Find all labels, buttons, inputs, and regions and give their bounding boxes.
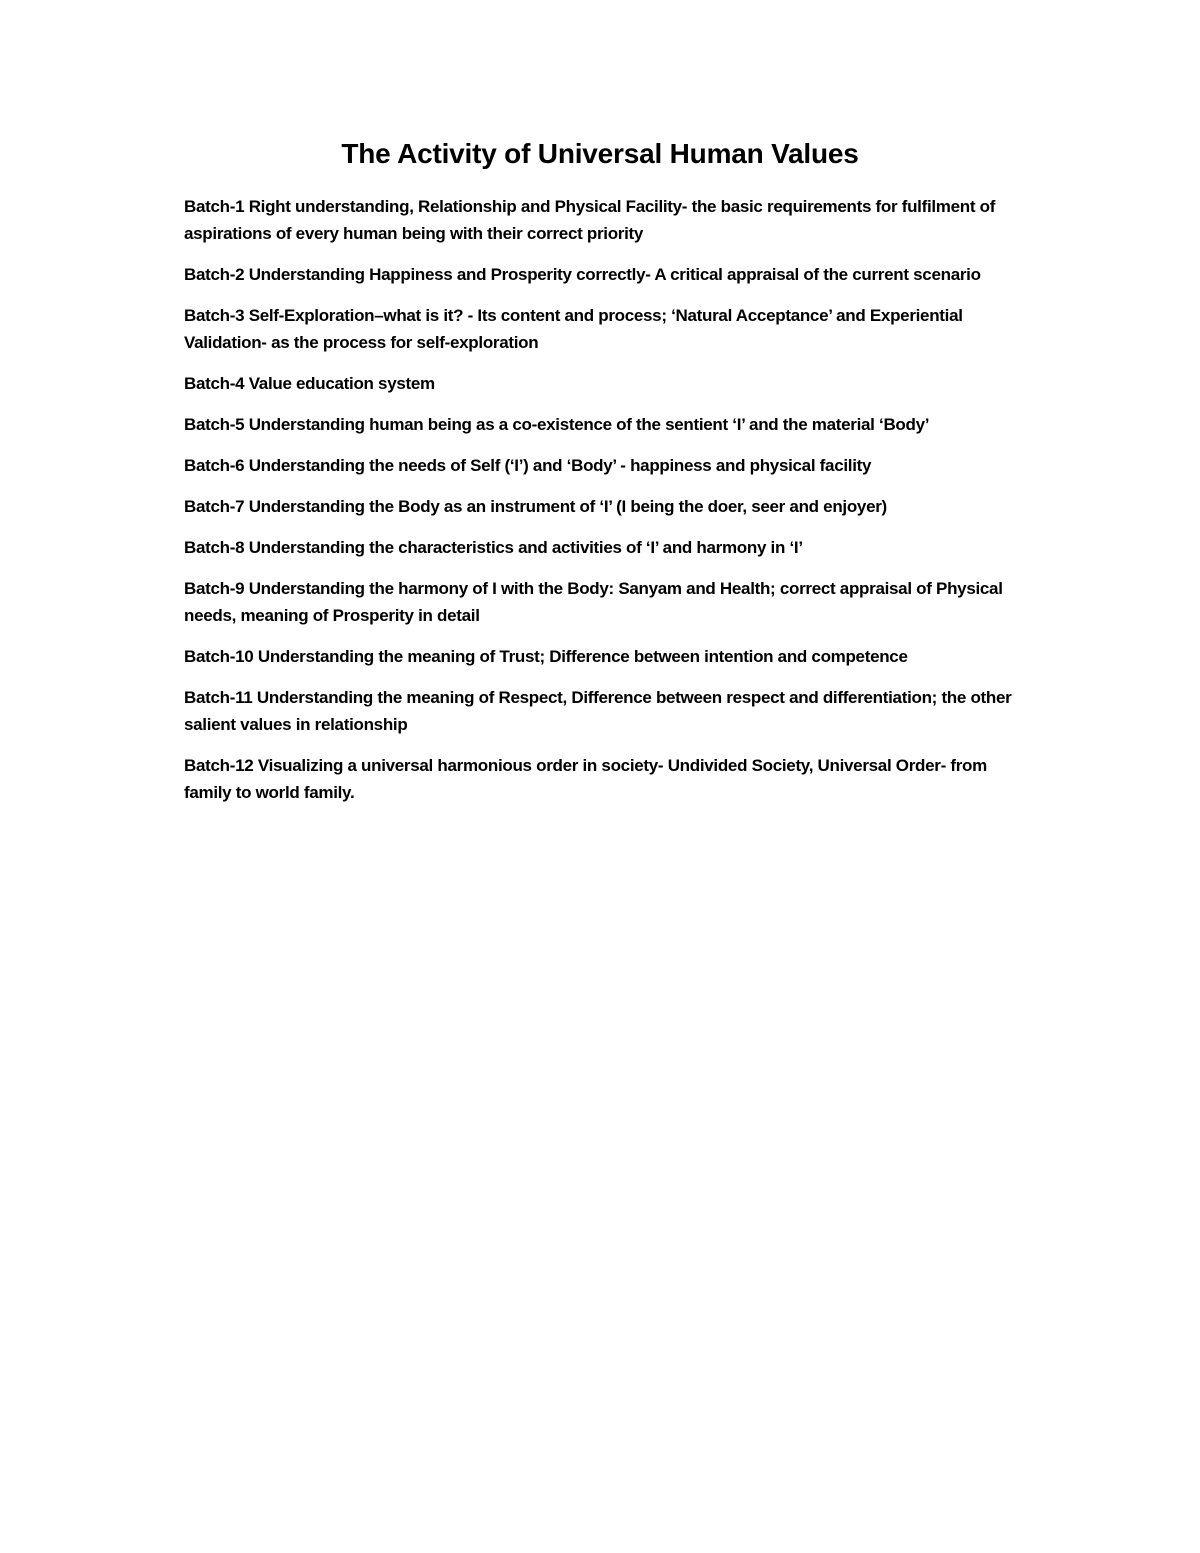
batch-item-5	[184, 411, 1024, 438]
batch-label: Batch-11	[184, 688, 253, 707]
batch-text: Understanding the meaning of Respect, Difference between respect and differentiation; the other salient values in relationship	[184, 688, 1012, 734]
batch-label: Batch-12	[184, 756, 254, 775]
batch-text: Understanding human being as a co-existence of the sentient ‘I’ and the material ‘Body’	[248, 415, 930, 434]
batch-item-11	[184, 684, 1024, 738]
batch-item-3	[184, 302, 1024, 356]
batch-label: Batch-8	[184, 538, 245, 557]
batch-item-2	[184, 261, 1024, 288]
batch-item-7	[184, 493, 1024, 520]
document-title: The Activity of Universal Human Values	[341, 138, 859, 169]
batch-text: Understanding the needs of Self (‘I’) and ‘Body’ - happiness and physical facility	[248, 456, 872, 475]
batch-text: Understanding Happiness and Prosperity correctly- A critical appraisal of the current scenario	[248, 265, 981, 284]
batch-item-8	[184, 534, 1024, 561]
batch-label: Batch-5	[184, 415, 245, 434]
batch-label: Batch-10	[184, 647, 254, 666]
batch-text: Understanding the harmony of I with the Body: Sanyam and Health; correct appraisal of Physical needs, meaning of Prosperity in detail	[184, 579, 1003, 625]
batch-item-9	[184, 575, 1024, 629]
batch-text: Self-Exploration–what is it? - Its content and process; ‘Natural Acceptance’ and Experiential Validation- as the process for self-exploration	[184, 306, 963, 352]
batch-label: Batch-1	[184, 197, 245, 216]
batch-text: Value education system	[248, 374, 435, 393]
batch-label: Batch-6	[184, 456, 245, 475]
batch-label: Batch-9	[184, 579, 245, 598]
batch-item-6	[184, 452, 1024, 479]
batch-label: Batch-4	[184, 374, 245, 393]
batch-item-12	[184, 752, 1024, 806]
batch-text: Understanding the Body as an instrument of ‘I’ (I being the doer, seer and enjoyer)	[248, 497, 887, 516]
batch-text: Understanding the characteristics and activities of ‘I’ and harmony in ‘I’	[248, 538, 803, 557]
batch-text: Right understanding, Relationship and Physical Facility- the basic requirements for fulfilment of aspirations of every human being with their correct priority	[184, 197, 996, 243]
batch-label: Batch-3	[184, 306, 245, 325]
batch-list	[184, 193, 1024, 820]
batch-item-1	[184, 193, 1024, 247]
batch-item-10	[184, 643, 1024, 670]
batch-label: Batch-7	[184, 497, 245, 516]
batch-text: Understanding the meaning of Trust; Difference between intention and competence	[257, 647, 908, 666]
batch-item-4	[184, 370, 1024, 397]
batch-text: Visualizing a universal harmonious order in society- Undivided Society, Universal Order- from family to world family.	[184, 756, 987, 802]
batch-label: Batch-2	[184, 265, 245, 284]
